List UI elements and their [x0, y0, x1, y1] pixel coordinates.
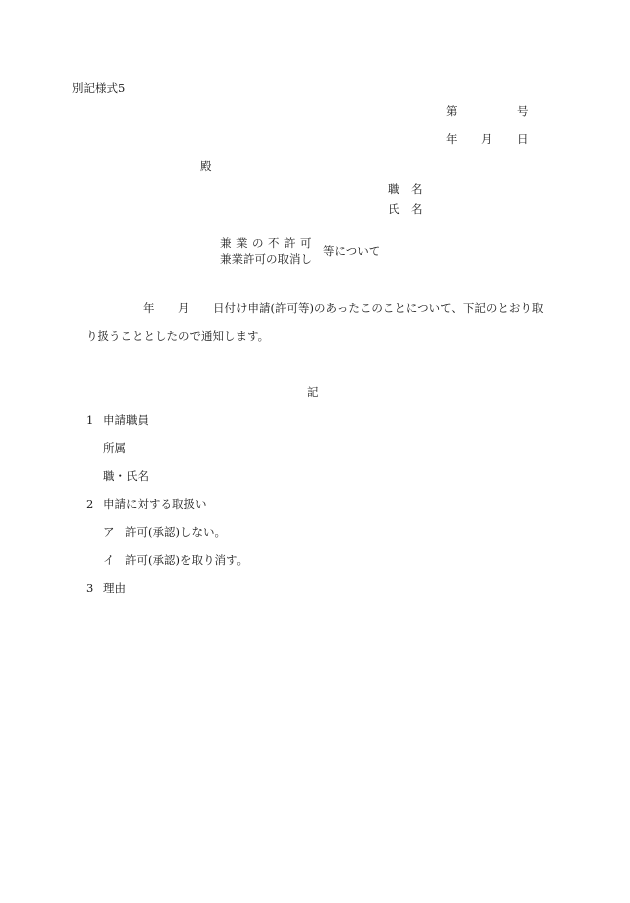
sender-name-label-left: 氏	[388, 202, 400, 216]
section-title: 理由	[103, 581, 126, 595]
body-line-2: り扱うこととしたので通知します。	[86, 329, 270, 343]
field-position-name: 職・氏名	[103, 469, 149, 483]
section-title: 申請職員	[103, 413, 149, 427]
option-mark: イ	[103, 553, 115, 567]
body-line-1: 日付け申請(許可等)のあったこのことについて、下記のとおり取	[213, 301, 544, 315]
date-month-label: 月	[481, 132, 493, 146]
subject-option-2: 兼業許可の取消し	[220, 252, 312, 266]
section-number: 2	[86, 497, 94, 511]
date-year-label: 年	[446, 132, 458, 146]
ki-heading: 記	[307, 385, 319, 399]
option-mark: ア	[103, 525, 115, 539]
form-label: 別記様式5	[72, 81, 126, 95]
number-suffix: 号	[517, 104, 529, 118]
body-month-label: 月	[178, 301, 190, 315]
sender-title-label-left: 職	[388, 182, 400, 196]
section-number: 3	[86, 581, 94, 595]
section-number: 1	[86, 413, 94, 427]
number-prefix: 第	[446, 104, 458, 118]
sender-name-label-right: 名	[411, 202, 423, 216]
option-text: 許可(承認)を取り消す。	[125, 553, 249, 567]
section-title: 申請に対する取扱い	[103, 497, 207, 511]
body-year-label: 年	[143, 301, 155, 315]
addressee-suffix: 殿	[200, 159, 212, 173]
date-day-label: 日	[517, 132, 529, 146]
subject-option-1: 兼業の不許可	[220, 236, 316, 250]
subject-suffix: 等について	[323, 244, 381, 258]
field-affiliation: 所属	[103, 441, 126, 455]
sender-title-label-right: 名	[411, 182, 423, 196]
option-text: 許可(承認)しない。	[125, 525, 226, 539]
